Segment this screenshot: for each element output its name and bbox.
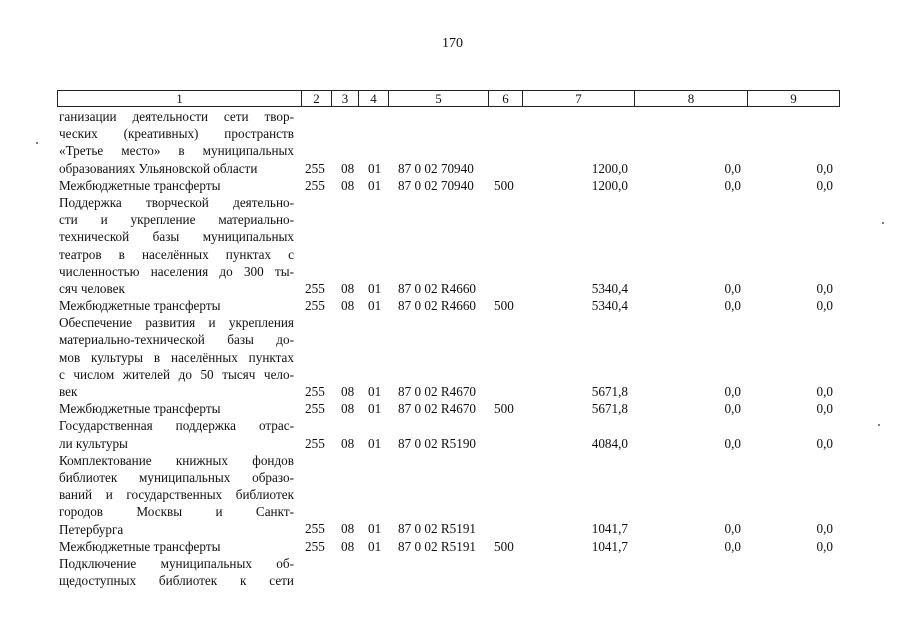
target-article-code: 87 0 02 R5191 — [398, 538, 477, 554]
ministry-code: 255 — [305, 280, 325, 296]
amount-year-3: 0,0 — [816, 383, 833, 399]
ministry-code: 255 — [305, 383, 325, 399]
amount-year-3: 0,0 — [816, 435, 833, 451]
description-line: ческих (креативных) пространств — [59, 126, 294, 142]
amount-year-1: 1200,0 — [591, 160, 628, 176]
description-line: численностью населения до 300 ты- — [59, 263, 294, 279]
target-article-code: 87 0 02 R4670 — [398, 383, 477, 399]
expense-type-code: 500 — [494, 401, 514, 417]
section-code: 08 — [341, 383, 355, 399]
amount-year-1: 1041,7 — [591, 538, 628, 554]
description-line: Комплектование книжных фондов — [59, 452, 294, 468]
amount-year-3: 0,0 — [816, 280, 833, 296]
scan-speck — [882, 222, 884, 224]
row-description — [59, 194, 294, 297]
description-line: Государственная поддержка отрас- — [59, 418, 294, 434]
subsection-code: 01 — [368, 435, 382, 451]
column-header-row — [57, 90, 840, 107]
table-row — [0, 177, 905, 194]
description-line: ганизации деятельности сети твор- — [59, 109, 294, 124]
target-article-code: 87 0 02 70940 — [398, 160, 474, 176]
amount-year-3: 0,0 — [816, 521, 833, 537]
subsection-code: 01 — [368, 401, 382, 417]
column-header-1: 1 — [58, 91, 302, 107]
column-header-2: 2 — [302, 91, 332, 107]
table-row — [0, 297, 905, 314]
table-row — [0, 417, 905, 451]
target-article-code: 87 0 02 70940 — [398, 177, 474, 193]
description-line: щедоступных библиотек к сети — [59, 573, 294, 589]
row-description — [59, 417, 294, 451]
row-description — [59, 297, 294, 314]
subsection-code: 01 — [368, 160, 382, 176]
description-line: городов Москвы и Санкт- — [59, 504, 294, 520]
table-row — [0, 108, 905, 177]
row-description — [59, 555, 294, 589]
row-description — [59, 108, 294, 177]
target-article-code: 87 0 02 R4660 — [398, 298, 477, 314]
column-header-8: 8 — [635, 91, 748, 107]
table-row — [0, 538, 905, 555]
description-line: Межбюджетные трансферты — [59, 538, 221, 554]
scan-speck — [36, 142, 38, 144]
expense-type-code: 500 — [494, 298, 514, 314]
section-code: 08 — [341, 538, 355, 554]
section-code: 08 — [341, 298, 355, 314]
amount-year-2: 0,0 — [724, 177, 741, 193]
ministry-code: 255 — [305, 538, 325, 554]
subsection-code: 01 — [368, 298, 382, 314]
description-line: Обеспечение развития и укрепления — [59, 315, 294, 331]
column-header-6: 6 — [489, 91, 523, 107]
section-code: 08 — [341, 280, 355, 296]
amount-year-3: 0,0 — [816, 298, 833, 314]
description-line: Поддержка творческой деятельно- — [59, 194, 294, 210]
amount-year-2: 0,0 — [724, 280, 741, 296]
column-header-9: 9 — [748, 91, 840, 107]
table-row — [0, 555, 905, 589]
amount-year-2: 0,0 — [724, 435, 741, 451]
amount-year-2: 0,0 — [724, 383, 741, 399]
table-row — [0, 194, 905, 297]
target-article-code: 87 0 02 R4660 — [398, 280, 477, 296]
description-line: театров в населённых пунктах с — [59, 246, 294, 262]
subsection-code: 01 — [368, 383, 382, 399]
amount-year-1: 5671,8 — [591, 401, 628, 417]
description-line: сти и укрепление материально- — [59, 212, 294, 228]
scan-speck — [878, 424, 880, 426]
row-description — [59, 538, 294, 555]
description-line: Межбюджетные трансферты — [59, 177, 221, 193]
amount-year-2: 0,0 — [724, 538, 741, 554]
section-code: 08 — [341, 435, 355, 451]
description-line: Межбюджетные трансферты — [59, 401, 221, 417]
table-row — [0, 452, 905, 538]
amount-year-1: 1041,7 — [591, 521, 628, 537]
page-number: 170 — [442, 36, 463, 51]
ministry-code: 255 — [305, 401, 325, 417]
target-article-code: 87 0 02 R4670 — [398, 401, 477, 417]
amount-year-2: 0,0 — [724, 401, 741, 417]
amount-year-3: 0,0 — [816, 401, 833, 417]
ministry-code: 255 — [305, 160, 325, 176]
row-description — [59, 177, 294, 194]
table-row — [0, 314, 905, 400]
amount-year-1: 4084,0 — [591, 435, 628, 451]
amount-year-1: 5340,4 — [591, 280, 628, 296]
description-line: ли культуры — [59, 435, 128, 451]
budget-table-body — [0, 108, 905, 589]
subsection-code: 01 — [368, 280, 382, 296]
column-header-3: 3 — [332, 91, 359, 107]
section-code: 08 — [341, 521, 355, 537]
description-line: мов культуры в населённых пунктах — [59, 349, 294, 365]
amount-year-2: 0,0 — [724, 521, 741, 537]
description-line: Межбюджетные трансферты — [59, 298, 221, 314]
description-line: «Третье место» в муниципальных — [59, 143, 294, 159]
amount-year-3: 0,0 — [816, 538, 833, 554]
amount-year-1: 1200,0 — [591, 177, 628, 193]
table-row — [0, 400, 905, 417]
subsection-code: 01 — [368, 177, 382, 193]
column-header-4: 4 — [359, 91, 389, 107]
description-line: ваний и государственных библиотек — [59, 487, 294, 503]
section-code: 08 — [341, 160, 355, 176]
ministry-code: 255 — [305, 521, 325, 537]
amount-year-2: 0,0 — [724, 298, 741, 314]
target-article-code: 87 0 02 R5190 — [398, 435, 477, 451]
description-line: век — [59, 384, 78, 399]
description-line: с числом жителей до 50 тысяч чело- — [59, 366, 294, 382]
row-description — [59, 452, 294, 538]
amount-year-1: 5340,4 — [591, 298, 628, 314]
description-line: Петербурга — [59, 521, 124, 537]
amount-year-3: 0,0 — [816, 160, 833, 176]
subsection-code: 01 — [368, 538, 382, 554]
section-code: 08 — [341, 177, 355, 193]
column-header-5: 5 — [389, 91, 489, 107]
row-description — [59, 314, 294, 400]
row-description — [59, 400, 294, 417]
expense-type-code: 500 — [494, 538, 514, 554]
description-line: образованиях Ульяновской области — [59, 160, 258, 176]
section-code: 08 — [341, 401, 355, 417]
description-line: технической базы муниципальных — [59, 229, 294, 245]
target-article-code: 87 0 02 R5191 — [398, 521, 477, 537]
description-line: сяч человек — [59, 280, 125, 296]
amount-year-3: 0,0 — [816, 177, 833, 193]
ministry-code: 255 — [305, 435, 325, 451]
column-header-7: 7 — [523, 91, 635, 107]
amount-year-1: 5671,8 — [591, 383, 628, 399]
ministry-code: 255 — [305, 177, 325, 193]
description-line: материально-технической базы до- — [59, 332, 294, 348]
expense-type-code: 500 — [494, 177, 514, 193]
ministry-code: 255 — [305, 298, 325, 314]
description-line: библиотек муниципальных образо- — [59, 469, 294, 485]
description-line: Подключение муниципальных об- — [59, 555, 294, 571]
subsection-code: 01 — [368, 521, 382, 537]
amount-year-2: 0,0 — [724, 160, 741, 176]
